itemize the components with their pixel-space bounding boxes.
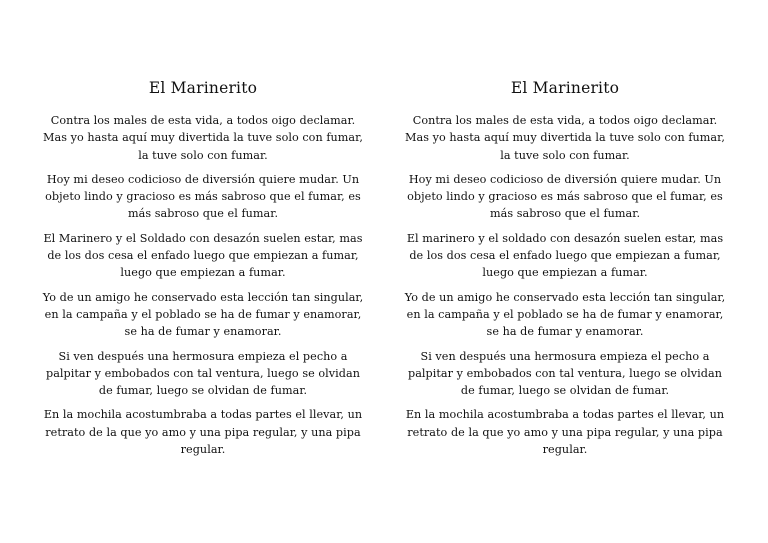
right-stanza-1: Contra los males de esta vida, a todos oigo declamar. Mas yo hasta aquí muy divertida la tuve solo con fumar, la tuve solo con fumar. <box>405 114 725 162</box>
left-stanza-6: En la mochila acostumbraba a todas partes el llevar, un retrato de la que yo amo y una pipa regular, y una pipa regular. <box>43 408 363 457</box>
left-poem-column <box>39 78 367 465</box>
left-stanza-1: Contra los males de esta vida, a todos oigo declamar. Mas yo hasta aquí muy divertida la tuve solo con fumar, la tuve solo con fumar. <box>43 114 363 162</box>
right-stanza-3: El marinero y el soldado con desazón suelen estar, mas de los dos cesa el enfado luego que empiezan a fumar, luego que empiezan a fumar. <box>406 231 724 280</box>
right-stanza-6: En la mochila acostumbraba a todas partes el llevar, un retrato de la que yo amo y una pipa regular, y una pipa regular. <box>405 408 725 457</box>
left-stanza-4: Yo de un amigo he conservado esta lección tan singular, en la campaña y el poblado se ha de fumar y enamorar, se ha de fumar y enamorar. <box>42 290 364 339</box>
left-poem-title: El Marinerito <box>148 79 258 97</box>
left-stanza-5: Si ven después una hermosura empieza el pecho a palpitar y embobados con tal ventura, luego se olvidan de fumar, luego se olvidan de fumar. <box>45 349 360 398</box>
right-stanza-2: Hoy mi deseo codicioso de diversión quiere mudar. Un objeto lindo y gracioso es más sabroso que el fumar, es más sabroso que el fumar. <box>407 172 723 221</box>
right-stanza-4: Yo de un amigo he conservado esta lección tan singular, en la campaña y el poblado se ha de fumar y enamorar, se ha de fumar y enamorar. <box>404 290 726 339</box>
right-stanza-5: Si ven después una hermosura empieza el pecho a palpitar y embobados con tal ventura, luego se olvidan de fumar, luego se olvidan de fumar. <box>407 349 722 398</box>
left-stanza-2: Hoy mi deseo codicioso de diversión quiere mudar. Un objeto lindo y gracioso es más sabroso que el fumar, es más sabroso que el fumar. <box>45 172 361 221</box>
right-poem-title: El Marinerito <box>510 79 620 97</box>
left-stanza-3: El Marinero y el Soldado con desazón suelen estar, mas de los dos cesa el enfado luego que empiezan a fumar, luego que empiezan a fumar. <box>43 231 363 280</box>
right-poem-column <box>401 78 729 465</box>
